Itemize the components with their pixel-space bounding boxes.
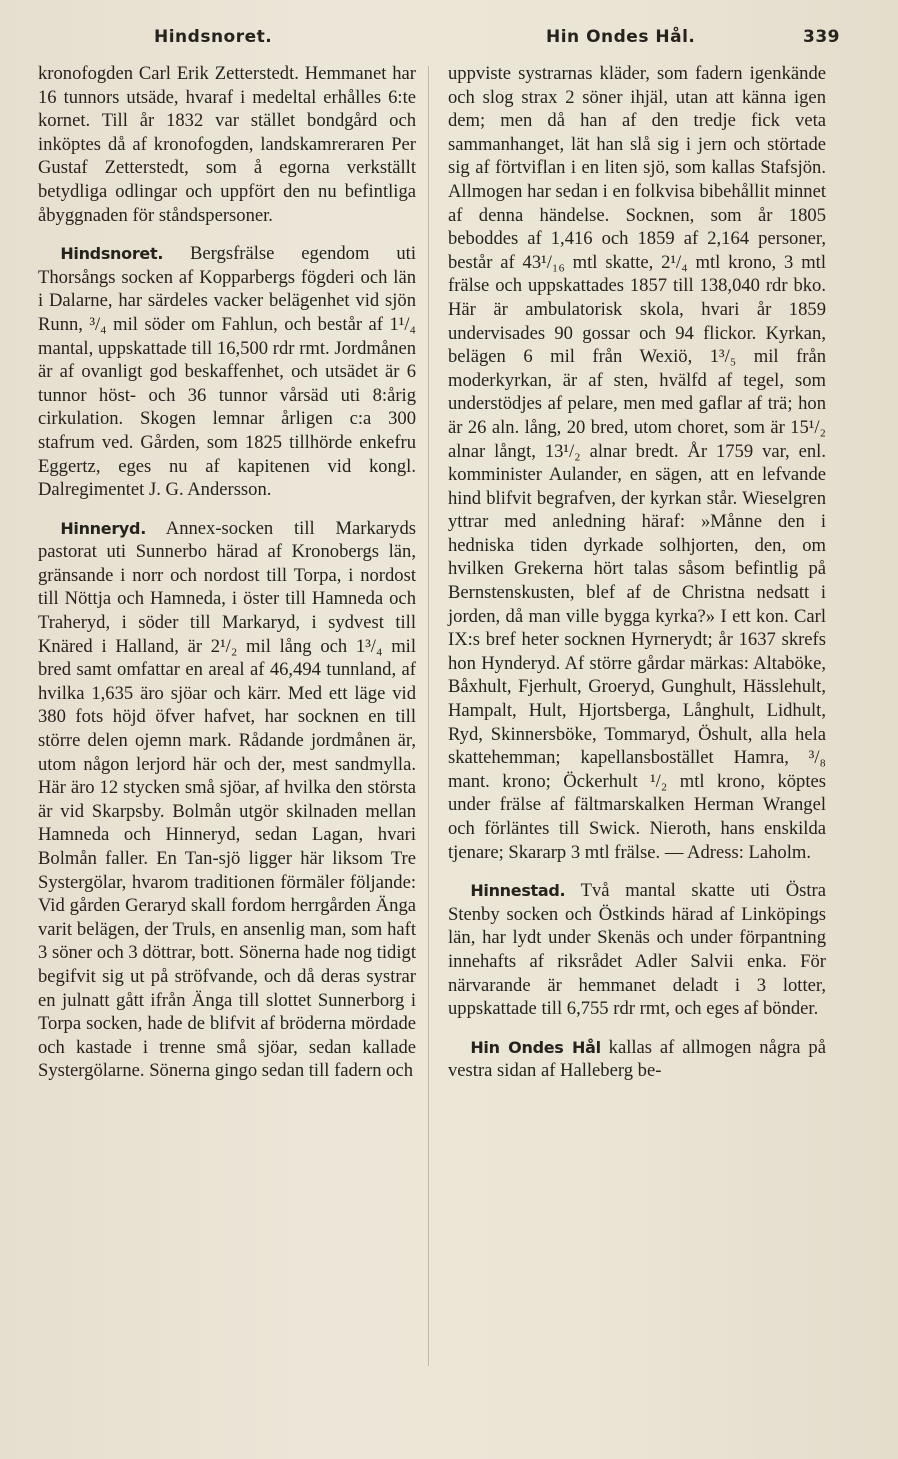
entry-continuation <box>448 62 826 864</box>
entry-hinneryd <box>38 517 416 1083</box>
entry-text: Bergsfrälse egendom uti Thorsångs socken af Kopparbergs fögderi och län i Dalarne, har särdeles vacker belägenhet vid sjön Runn, ³/₄ mil söder om Fahlun, och består af 1¹/₄ mantal, uppskattade till 16,500 rdr rmt. Jordmånen är af ovanligt god beskaffenhet, och utsädet är 6 tunnor höst- och 36 tunnor vårsäd uti 8:årig cirkulation. Skogen lemnar årligen c:a 300 stafrum ved. Gården, som 1825 tillhörde enkefru Eggertz, eges nu af kapitenen vid kongl. Dalregimentet J. G. Andersson. <box>38 243 416 501</box>
right-column <box>448 62 826 1083</box>
column-divider <box>428 66 429 1366</box>
page-number: 339 <box>803 27 840 47</box>
entry-text: kallas af allmogen några på vestra sidan af Halleberg be- <box>448 1036 826 1082</box>
entry-text: kronofogden Carl Erik Zetterstedt. Hemmanet har 16 tunnors utsäde, hvaraf i medeltal erhålles 6:te kornet. Till år 1832 var stället bondgård och inköptes då af kronofogden, landskamreraren Per Gustaf Zetterstedt, som å egorna verkställt betydliga odlingar och uppfört den nu befintliga åbyggnaden för ståndspersoner. <box>38 63 416 226</box>
entry-text: Två mantal skatte uti Östra Stenby socken och Östkinds härad af Linköpings län, har lydt under Skenäs och under förpantning innehafts af riksrådet Adler Salvii enka. För närvarande är hemmanet deladt i 3 lotter, uppskattade till 6,755 rdr rmt, och eges af bönder. <box>448 880 826 1020</box>
entry-headword: Hinnestad. <box>470 881 566 901</box>
entry-hinnestad <box>448 879 826 1021</box>
entry-hin-ondes-hal <box>448 1036 826 1083</box>
entry-text: Annex-socken till Markaryds pastorat uti Sunnerbo härad af Kronobergs län, gränsande i norr och nordost till Torpa, i nordost till Nöttja och Hamneda, i öster till Hamneda och Traheryd, i söder till Markaryd, i sydvest till Knäred i Halland, är 2¹/₂ mil lång och 1³/₄ mil bred samt omfattar en areal af 46,494 tunnland, af hvilka 1,635 äro sjöar och kärr. Med ett läge vid 380 fots höjd öfver hafvet, har socknen en till större delen ojemn mark. Rådande jordmånen är, utom någon lerjord här och der, mest sandmylla. Här äro 12 stycken små sjöar, af hvilka den största är vid Skarpsby. Bolmån utgör skilnaden mellan Hamneda och Hinneryd, sedan Lagan, hvari Bolmån faller. En Tan-sjö ligger här liksom Tre Systergölar, hvarom traditionen förmäler följande: Vid gården Geraryd skall fordom herrgården Änga varit belägen, der Truls, en ansenlig man, som haft 3 söner och 3 döttrar, bott. Sönerna hade nog tidigt begifvit sig ut på ströfvande, och då deras systrar en julnatt gått ifrån Änga till slottet Sunnerborg i Torpa socken, hade de blifvit af bröderna mördade och kastade i trenne små sjöar, sedan kallade Systergölarne. Sönerna gingo sedan till fadern och <box>38 517 417 1082</box>
entry-headword: Hin Ondes Hål <box>470 1037 601 1057</box>
entry-continuation <box>38 62 416 227</box>
entry-hindsnoret <box>38 242 416 502</box>
left-running-head: Hindsnoret. <box>154 27 273 47</box>
right-running-head: Hin Ondes Hål. <box>546 27 696 47</box>
running-header <box>40 27 840 57</box>
left-column <box>38 62 416 1083</box>
entry-headword: Hinneryd. <box>60 518 146 538</box>
entry-headword: Hindsnoret. <box>60 244 164 264</box>
entry-text: uppviste systrarnas kläder, som fadern igenkände och slog strax 2 söner ihjäl, utan att känna igen dem; men då han af den tredje fick veta sammanhanget, lät han slå sig i jern och störtade sig af förtviflan i en liten sjö, som kallas Stafsjön. Allmogen har sedan i en folkvisa bibehållit minnet af denna händelse. Socknen, som år 1805 beboddes af 1,416 och 1859 af 2,164 personer, består af 43¹/₁₆ mtl skatte, 2¹/₄ mtl krono, 3 mtl frälse och uppskattades 1857 till 138,040 rdr bko. Här är ambulatorisk skola, hvari år 1859 undervisades 90 gossar och 94 flickor. Kyrkan, belägen 6 mil från Wexiö, 1³/₅ mil från moderkyrkan, är af sten, hvälfd af tegel, som understödjes af pelare, men med gaflar af trä; hon är 26 aln. lång, 20 bred, utom choret, som är 15¹/₂ alnar långt, 13¹/₂ alnar bredt. År 1759 var, enl. komminister Aulander, en sägen, att en lefvande hind blifvit begrafven, der kyrkan står. Wieselgren yttrar med anledning häraf: »Månne den i hedniska tiden dyrkade solhjorten, den, om hvilken Grekerna hört talas såsom befintlig på Bernstenskusten, blef af de Christna nedsatt i jorden, då man ville bygga kyrka?» I ett kon. Carl IX:s bref heter socknen Hyrnerydt; år 1637 skrefs hon Hynderyd. Af större gårdar märkas: Altaböke, Båxhult, Fjerhult, Groeryd, Gunghult, Hässlehult, Hampalt, Hult, Hjortsberga, Långhult, Lidhult, Ryd, Skinnersböke, Tommaryd, Öshult, alla hela skattehemman; kapellansbostället Hamra, ³/₈ mant. krono; Öckerhult ¹/₂ mtl krono, köptes under frälse af fältmarskalken Herman Wrangel och förläntes till Swick. Nieroth, hans enskilda tjenare; Skararp 3 mtl frälse. — Adress: Laholm. <box>448 63 826 863</box>
